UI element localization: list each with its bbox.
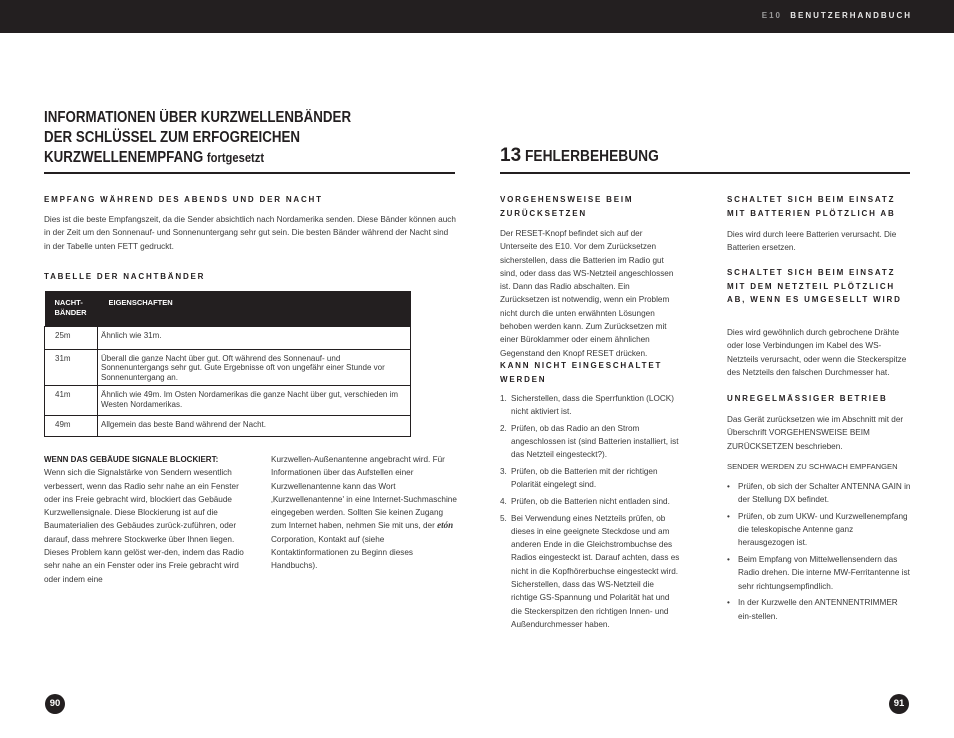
left-title-line3	[44, 148, 405, 168]
list-item	[727, 553, 911, 593]
table-row	[45, 349, 411, 386]
list-item-number: 1.	[500, 394, 507, 403]
eton-logo: etón	[437, 520, 454, 531]
left-page-title	[44, 108, 405, 168]
page-number-left: 90	[45, 694, 65, 714]
irregular-text: Das Gerät zurücksetzen wie im Abschnitt mit der Überschrift VORGEHENSWEISE BEIM ZURÜCKSETZEN beschrieben.	[727, 415, 904, 451]
list-item-text: In der Kurzwelle den ANTENNENTRIMMER ein-stellen.	[738, 598, 898, 621]
table-header-bands-line2: BÄNDER	[54, 308, 87, 317]
bullet-icon: •	[727, 482, 730, 491]
table-row	[45, 416, 411, 437]
evening-section-text: Dies ist die beste Empfangszeit, da die Sender absichtlich nach Nordamerika senden. Diese Bänder können auch in der Zeit um den Sonnenauf- und Sonnenuntergang sehr gut sein. Die besten Bänder während der Nacht sind in der Tabelle unten FETT gedruckt.	[44, 215, 456, 251]
blocked-heading: WENN DAS GEBÄUDE SIGNALE BLOCKIERT:	[44, 455, 219, 464]
table-header-properties: EIGENSCHAFTEN	[98, 291, 411, 326]
list-item	[500, 495, 682, 508]
table-row	[45, 326, 411, 349]
battery-heading: SCHALTET SICH BEIM EINSATZ MIT BATTERIEN PLÖTZLICH AB	[727, 195, 896, 218]
list-item-number: 2.	[500, 423, 507, 433]
cannot-start-list	[500, 392, 682, 635]
list-item	[500, 392, 682, 419]
list-item-number: 5.	[500, 513, 507, 523]
header-manual: BENUTZERHANDBUCH	[790, 11, 912, 20]
antenna-text: Kurzwellen-Außenantenne angebracht wird. Für Informationen über das Aufstellen einer Kurzwellenantenne kann das Wort ‚Kurzwellenantenne' in eine Internet-Suchmaschine eingegeben werden. Sollten Sie keinen Zugang zum Internet haben, nehmen Sie mit uns, der	[271, 455, 457, 531]
table-header-bands	[45, 291, 98, 326]
adapter-heading: SCHALTET SICH BEIM EINSATZ MIT DEM NETZTEIL PLÖTZLICH AB, WENN ES UMGESELLT WIRD	[727, 268, 902, 304]
chapter-title-text: FEHLERBEHEBUNG	[525, 148, 659, 165]
battery-text: Dies wird durch leere Batterien verursacht. Die Batterien ersetzen.	[727, 230, 897, 253]
list-item	[500, 512, 682, 632]
list-item-text: Prüfen, ob zum UKW- und Kurzwellenempfang die teleskopische Antenne ganz herausgezogen ist.	[738, 511, 908, 548]
bullet-icon: •	[727, 555, 730, 565]
blocked-text: Wenn sich die Signalstärke von Sendern wesentlich verbessert, wenn das Radio sehr nahe an ein Fenster oder ins Freie gebracht wird, blockiert das Gebäude Kurzwellensignale. Diese Blockierung ist auf die Baumaterialien des Gebäudes zurück-zuführen, oder darauf, dass mehrere Stockwerke über Ihnen liegen. Dieses Problem kann gelöst wer-den, indem das Radio sehr nahe an ein Fenster oder ins Freie gebracht wird oder indem eine	[44, 468, 244, 584]
list-item	[500, 422, 682, 462]
list-item-text: Prüfen, ob die Batterien mit der richtigen Polarität eingelegt sind.	[511, 467, 658, 490]
chapter-title	[500, 146, 681, 167]
table-cell-band: 31m	[45, 349, 98, 386]
list-item-text: Prüfen, ob sich der Schalter ANTENNA GAIN in der Stellung DX befindet.	[738, 482, 911, 505]
chapter-number: 13	[500, 145, 522, 166]
list-item	[727, 510, 911, 550]
header-model: E10	[761, 11, 782, 20]
list-item-number: 3.	[500, 467, 507, 477]
table-cell-band: 41m	[45, 386, 98, 416]
reset-text: Der RESET-Knopf befindet sich auf der Unterseite des E10. Vor dem Zurücksetzen sicherstellen, dass die Batterien im Radio gut sind, oder dass das WS-Netzteil angeschlossen ist. Dann das Radio abschalten. Ein Zurücksetzen ist notwendig, wenn ein Problem nicht durch die unten erwähnten Lösungen behoben werden kann. Zum Zurücksetzen mit einer Büroklammer oder einem ähnlichen Gegenstand den Knopf RESET drücken.	[500, 229, 674, 358]
left-title-line2: DER SCHLÜSSEL ZUM ERFOGREICHEN	[44, 129, 301, 146]
header-bar	[0, 0, 954, 33]
irregular-heading: UNREGELMÄSSIGER BETRIEB	[727, 394, 888, 403]
reset-heading: VORGEHENSWEISE BEIM ZURÜCKSETZEN	[500, 195, 634, 218]
table-row	[45, 386, 411, 416]
list-item-text: Sicherstellen, dass die Sperrfunktion (LOCK) nicht aktiviert ist.	[511, 394, 674, 417]
cannot-start-heading: KANN NICHT EINGESCHALTET WERDEN	[500, 361, 663, 384]
list-item-text: Beim Empfang von Mittelwellensendern das Radio drehen. Die interne MW-Ferritantenne ist sehr richtungsempfindlich.	[738, 555, 910, 591]
left-title-line1: INFORMATIONEN ÜBER KURZWELLENBÄNDER	[44, 109, 352, 126]
weak-signal-label: SENDER WERDEN ZU SCHWACH EMPFANGEN	[727, 462, 898, 471]
list-item	[727, 596, 911, 623]
blocked-section	[44, 453, 244, 586]
table-cell-desc: Ähnlich wie 49m. Im Osten Nordamerikas die ganze Nacht über gut, verschieden im Westen Nordamerikas.	[98, 386, 411, 416]
bullet-icon: •	[727, 511, 730, 521]
list-item	[500, 465, 682, 492]
weak-signal-list	[727, 480, 911, 626]
list-item-text: Prüfen, ob das Radio an den Strom angeschlossen ist (sind Batterien installiert, ist das Netzteil eingesteckt?).	[511, 423, 679, 460]
left-title-line3-text: KURZWELLENEMPFANG	[44, 149, 204, 166]
night-table-heading: TABELLE DER NACHTBÄNDER	[44, 272, 206, 281]
header-title	[762, 11, 912, 20]
antenna-continuation	[271, 453, 459, 573]
evening-section-heading: EMPFANG WÄHREND DES ABENDS UND DER NACHT	[44, 195, 323, 204]
table-cell-desc: Allgemein das beste Band während der Nacht.	[98, 416, 411, 437]
table-cell-band: 25m	[45, 326, 98, 349]
right-title-rule	[500, 172, 910, 174]
adapter-text: Dies wird gewöhnlich durch gebrochene Drähte oder lose Verbindungen im Kabel des WS-Netzteils verursacht, oder wenn die Steckerspitze des Netzteils den falschen Durchmesser hat.	[727, 328, 907, 377]
list-item-text: Bei Verwendung eines Netzteils prüfen, ob dieses in eine geeignete Steckdose und am anderen Ende in die Gleichstrombuchse des Radios eingesteckt ist. Darauf achten, dass es nicht in die Kopfhörerbuchse eingesteckt wird. Sicherstellen, dass das WS-Netzteil die richtige GS-Spannung und Polarität hat und die Steckerspitzen den richtigen Innen- und Außendurchmesser haben.	[511, 513, 680, 629]
page-number-right: 91	[889, 694, 909, 714]
table-cell-desc: Überall die ganze Nacht über gut. Oft während des Sonnenauf- und Sonnenuntergangs sehr gut. Gute Ergebnisse oft von ungefähr einer Stunde vor Sonnenuntergang an.	[98, 349, 411, 386]
table-header-row	[45, 291, 411, 326]
antenna-text-end: Corporation, Kontakt auf (siehe Kontaktinformationen zu Beginn dieses Handbuchs).	[271, 534, 414, 571]
night-bands-table	[44, 291, 411, 437]
table-cell-desc: Ähnlich wie 31m.	[98, 326, 411, 349]
table-cell-band: 49m	[45, 416, 98, 437]
list-item	[727, 480, 911, 507]
bullet-icon: •	[727, 598, 730, 608]
table-header-bands-line1: NACHT-	[54, 298, 83, 307]
list-item-text: Prüfen, ob die Batterien nicht entladen sind.	[511, 496, 670, 506]
list-item-number: 4.	[500, 496, 507, 506]
left-title-rule	[44, 172, 455, 174]
left-title-suffix: fortgesetzt	[206, 150, 265, 165]
